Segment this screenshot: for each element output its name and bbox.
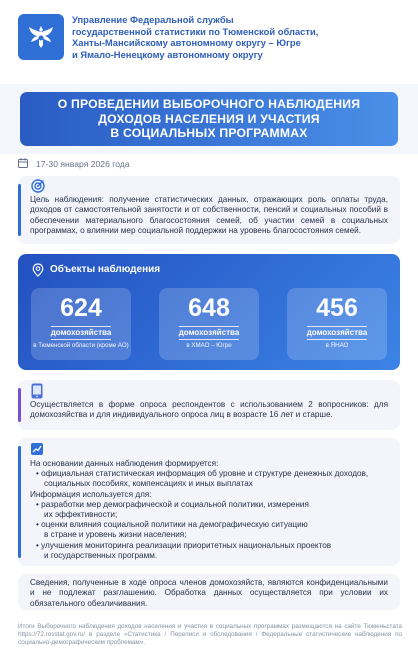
household-unit: домохозяйства	[307, 326, 368, 340]
usage-bullet: • оценки влияния социальной политики на демографическую ситуацию	[36, 520, 308, 530]
household-region: в ЯНАО	[325, 342, 349, 349]
usage-line: в стране и уровень жизни населения;	[44, 530, 187, 540]
usage-card	[18, 438, 400, 566]
usage-accent-bar	[18, 446, 21, 558]
household-unit: домохозяйства	[51, 326, 112, 340]
survey-dates: 17-30 января 2026 года	[36, 159, 130, 169]
page-title	[20, 92, 398, 146]
household-unit: домохозяйства	[179, 326, 240, 340]
usage-line: Информация используется для:	[30, 489, 152, 499]
survey-accent-bar	[18, 388, 21, 422]
header	[18, 14, 402, 64]
household-region: в Тюменской области (кроме АО)	[33, 342, 129, 349]
calendar-icon	[18, 158, 28, 170]
org-name	[72, 14, 318, 60]
household-count-card	[159, 288, 259, 360]
org-line: Ханты-Мансийскому автономному округу – Югре	[72, 37, 301, 49]
goal-text: Цель наблюдения: получение статистических данных, отражающих роль оплаты труда, доходов от самостоятельной занятости и от собственности, пенсий и социальных пособий в обеспечении материального благосостояния семей, об участии семей в социальных программах, о влиянии мер социальной поддержки на уровень благосостояния семей.	[30, 195, 388, 236]
household-count-card	[287, 288, 387, 360]
org-line: Управление Федеральной службы	[72, 14, 234, 25]
footer-note: Итоги Выборочного наблюдения доходов населения и участия в социальных программах размещаются на сайте Тюменьстата https://72.rosstat.gov.ru/ в разделе «Статистика / Переписи и обследования / Федеральные статистические наблюдения по социально-демографическим проблемам».	[18, 623, 402, 646]
usage-line: их эффективности;	[44, 510, 118, 520]
usage-text	[30, 459, 388, 561]
usage-bullet: • разработки мер демографической и социальной политики, измерения	[36, 499, 309, 509]
objects-title: Объекты наблюдения	[50, 264, 161, 275]
title-line: В СОЦИАЛЬНЫХ ПРОГРАММАХ	[110, 126, 308, 141]
objects-panel	[18, 254, 400, 370]
usage-line: На основании данных наблюдения формируется:	[30, 459, 219, 468]
usage-bullet: • улучшения мониторинга реализации приоритетных национальных проектов	[36, 540, 332, 550]
survey-method-text: Осуществляется в форме опроса респондентов с использованием 2 вопросников: для домохозяйства и для индивидуального опроса лиц в возрасте 16 лет и старше.	[30, 400, 388, 420]
household-count: 648	[188, 294, 230, 322]
org-line: и Ямало-Ненецкому автономному округу	[72, 48, 263, 60]
household-count: 624	[60, 294, 102, 322]
household-region: в ХМАО – Югре	[186, 342, 232, 349]
confidentiality-card	[18, 574, 400, 610]
date-row	[18, 157, 130, 171]
household-count-card	[31, 288, 131, 360]
title-line: ДОХОДОВ НАСЕЛЕНИЯ И УЧАСТИЯ	[98, 111, 320, 126]
survey-method-card	[18, 380, 400, 430]
goal-card	[18, 176, 400, 244]
location-pin-icon	[32, 263, 44, 282]
goal-accent-bar	[18, 184, 21, 236]
eagle-emblem-icon	[18, 14, 64, 60]
confidentiality-text: Сведения, полученные в ходе опроса членов домохозяйств, являются конфиденциальными и не подлежат разглашению. Обработка данных осуществляется при условии их обязательного обезличивания.	[30, 578, 388, 608]
household-count: 456	[316, 294, 358, 322]
chart-icon	[31, 442, 43, 460]
usage-line: социальных пособиях, компенсациях и иных выплатах	[44, 479, 253, 489]
usage-line: и государственных программ.	[44, 550, 158, 560]
org-line: государственной статистики по Тюменской области,	[72, 25, 319, 37]
usage-bullet: • официальная статистическая информация об уровне и структуре денежных доходов,	[36, 469, 369, 479]
title-line: О ПРОВЕДЕНИИ ВЫБОРОЧНОГО НАБЛЮДЕНИЯ	[57, 97, 361, 111]
